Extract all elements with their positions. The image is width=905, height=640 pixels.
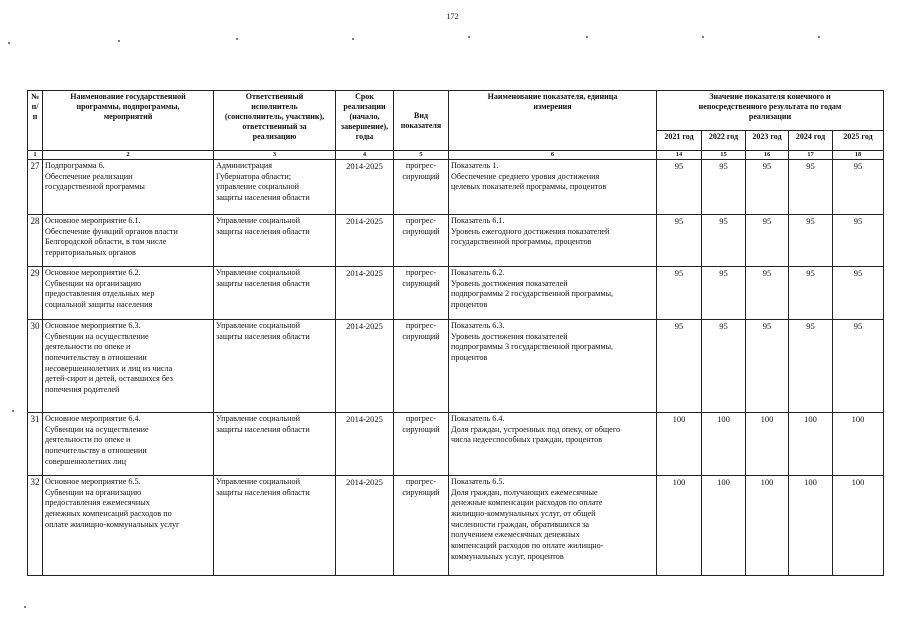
column-number: 17 xyxy=(789,151,833,160)
indicator-type: прогрес- сирующий xyxy=(394,413,449,476)
value-2023: 95 xyxy=(746,215,789,267)
value-2021: 100 xyxy=(657,413,702,476)
value-2025: 95 xyxy=(833,215,884,267)
measure-name: Подпрограмма 6. Обеспечение реализации государственной программы xyxy=(43,160,214,215)
implementation-period: 2014-2025 xyxy=(336,160,394,215)
table-row xyxy=(28,267,884,320)
responsible-executor: Управление социальной защиты населения области xyxy=(214,215,336,267)
implementation-period: 2014-2025 xyxy=(336,320,394,413)
value-2024: 95 xyxy=(789,160,833,215)
row-number: 29 xyxy=(28,267,43,320)
scan-speck xyxy=(586,36,588,38)
column-number: 5 xyxy=(394,151,449,160)
indicator-name: Показатель 6.3. Уровень достижения показателей подпрограммы 3 государственной программы, процентов xyxy=(449,320,657,413)
header-year: 2022 год xyxy=(702,131,746,151)
value-2021: 95 xyxy=(657,160,702,215)
scan-speck xyxy=(8,42,10,44)
value-2023: 100 xyxy=(746,413,789,476)
column-number: 3 xyxy=(214,151,336,160)
indicator-type: прогрес- сирующий xyxy=(394,320,449,413)
value-2025: 100 xyxy=(833,476,884,576)
header-indicator: Наименование показателя, единица измерения xyxy=(449,91,657,151)
column-number: 2 xyxy=(43,151,214,160)
column-number: 14 xyxy=(657,151,702,160)
value-2024: 100 xyxy=(789,413,833,476)
value-2025: 95 xyxy=(833,267,884,320)
responsible-executor: Управление социальной защиты населения области xyxy=(214,476,336,576)
responsible-executor: Администрация Губернатора области; управление социальной защиты населения области xyxy=(214,160,336,215)
row-number: 32 xyxy=(28,476,43,576)
scan-speck xyxy=(24,606,26,608)
value-2022: 95 xyxy=(702,267,746,320)
value-2024: 100 xyxy=(789,476,833,576)
header-year: 2025 год xyxy=(833,131,884,151)
header-name: Наименование государственной программы, подпрограммы, мероприятий xyxy=(43,91,214,151)
header-year: 2023 год xyxy=(746,131,789,151)
value-2021: 95 xyxy=(657,267,702,320)
scan-speck xyxy=(818,36,820,38)
row-number: 27 xyxy=(28,160,43,215)
header-num: № п/п xyxy=(28,91,43,151)
value-2023: 95 xyxy=(746,320,789,413)
column-number: 15 xyxy=(702,151,746,160)
implementation-period: 2014-2025 xyxy=(336,413,394,476)
scan-speck xyxy=(236,38,238,40)
value-2023: 100 xyxy=(746,476,789,576)
table-row xyxy=(28,476,884,576)
header-period: Срок реализации (начало, завершение), годы xyxy=(336,91,394,151)
indicator-type: прогрес- сирующий xyxy=(394,215,449,267)
value-2025: 95 xyxy=(833,320,884,413)
measure-name: Основное мероприятие 6.4. Субвенции на осуществление деятельности по опеке и попечительству в отношении совершеннолетних лиц xyxy=(43,413,214,476)
header-type: Вид показателя xyxy=(394,91,449,151)
measure-name: Основное мероприятие 6.1. Обеспечение функций органов власти Белгородской области, в том числе территориальных органов xyxy=(43,215,214,267)
value-2025: 100 xyxy=(833,413,884,476)
value-2022: 100 xyxy=(702,476,746,576)
value-2023: 95 xyxy=(746,267,789,320)
column-number: 18 xyxy=(833,151,884,160)
column-number: 1 xyxy=(28,151,43,160)
indicators-table xyxy=(27,90,884,576)
value-2022: 95 xyxy=(702,320,746,413)
indicator-name: Показатель 1. Обеспечение среднего уровня достижения целевых показателей программы, процентов xyxy=(449,160,657,215)
indicator-name: Показатель 6.4. Доля граждан, устроенных под опеку, от общего числа недееспособных граждан, процентов xyxy=(449,413,657,476)
value-2021: 100 xyxy=(657,476,702,576)
scan-speck xyxy=(118,40,120,42)
value-2022: 100 xyxy=(702,413,746,476)
measure-name: Основное мероприятие 6.5. Субвенции на организацию предоставления ежемесячных денежных компенсаций расходов по оплате жилищно-коммунальных услуг xyxy=(43,476,214,576)
column-number: 16 xyxy=(746,151,789,160)
scan-speck xyxy=(468,36,470,38)
indicator-name: Показатель 6.2. Уровень достижения показателей подпрограммы 2 государственной программы, процентов xyxy=(449,267,657,320)
value-2023: 95 xyxy=(746,160,789,215)
value-2022: 95 xyxy=(702,215,746,267)
implementation-period: 2014-2025 xyxy=(336,476,394,576)
table-row xyxy=(28,160,884,215)
table-row xyxy=(28,413,884,476)
header-year: 2021 год xyxy=(657,131,702,151)
value-2021: 95 xyxy=(657,320,702,413)
value-2022: 95 xyxy=(702,160,746,215)
value-2021: 95 xyxy=(657,215,702,267)
row-number: 31 xyxy=(28,413,43,476)
implementation-period: 2014-2025 xyxy=(336,215,394,267)
table-row xyxy=(28,215,884,267)
row-number: 30 xyxy=(28,320,43,413)
indicator-name: Показатель 6.5. Доля граждан, получающих ежемесячные денежные компенсации расходов по оплате жилищно-коммунальных услуг, от общей численности граждан, обратившихся за получением ежемесячных денежных компенсаций расходов по оплате жилищно- коммунальных услуг, процентов xyxy=(449,476,657,576)
measure-name: Основное мероприятие 6.3. Субвенции на осуществление деятельности по опеке и попечительству в отношении несовершеннолетних и лиц из числа детей-сирот и детей, оставшихся без попечения родителей xyxy=(43,320,214,413)
implementation-period: 2014-2025 xyxy=(336,267,394,320)
column-number: 6 xyxy=(449,151,657,160)
responsible-executor: Управление социальной защиты населения области xyxy=(214,267,336,320)
responsible-executor: Управление социальной защиты населения области xyxy=(214,320,336,413)
indicator-name: Показатель 6.1. Уровень ежегодного достижения показателей государственной программы, процентов xyxy=(449,215,657,267)
indicator-type: прогрес- сирующий xyxy=(394,476,449,576)
header-values: Значение показателя конечного и непосредственного результата по годам реализации xyxy=(657,91,884,131)
value-2024: 95 xyxy=(789,320,833,413)
scan-speck xyxy=(352,38,354,40)
indicator-type: прогрес- сирующий xyxy=(394,160,449,215)
page-number: 172 xyxy=(446,12,459,21)
value-2024: 95 xyxy=(789,215,833,267)
column-number-row xyxy=(28,151,884,160)
row-number: 28 xyxy=(28,215,43,267)
scan-speck xyxy=(702,36,704,38)
measure-name: Основное мероприятие 6.2. Субвенции на организацию предоставления отдельных мер социальной защиты населения xyxy=(43,267,214,320)
value-2025: 95 xyxy=(833,160,884,215)
column-number: 4 xyxy=(336,151,394,160)
table-row xyxy=(28,320,884,413)
value-2024: 95 xyxy=(789,267,833,320)
scan-speck xyxy=(12,410,14,412)
header-year: 2024 год xyxy=(789,131,833,151)
responsible-executor: Управление социальной защиты населения области xyxy=(214,413,336,476)
header-responsible: Ответственный исполнитель (соисполнитель, участник), ответственный за реализацию xyxy=(214,91,336,151)
indicator-type: прогрес- сирующий xyxy=(394,267,449,320)
